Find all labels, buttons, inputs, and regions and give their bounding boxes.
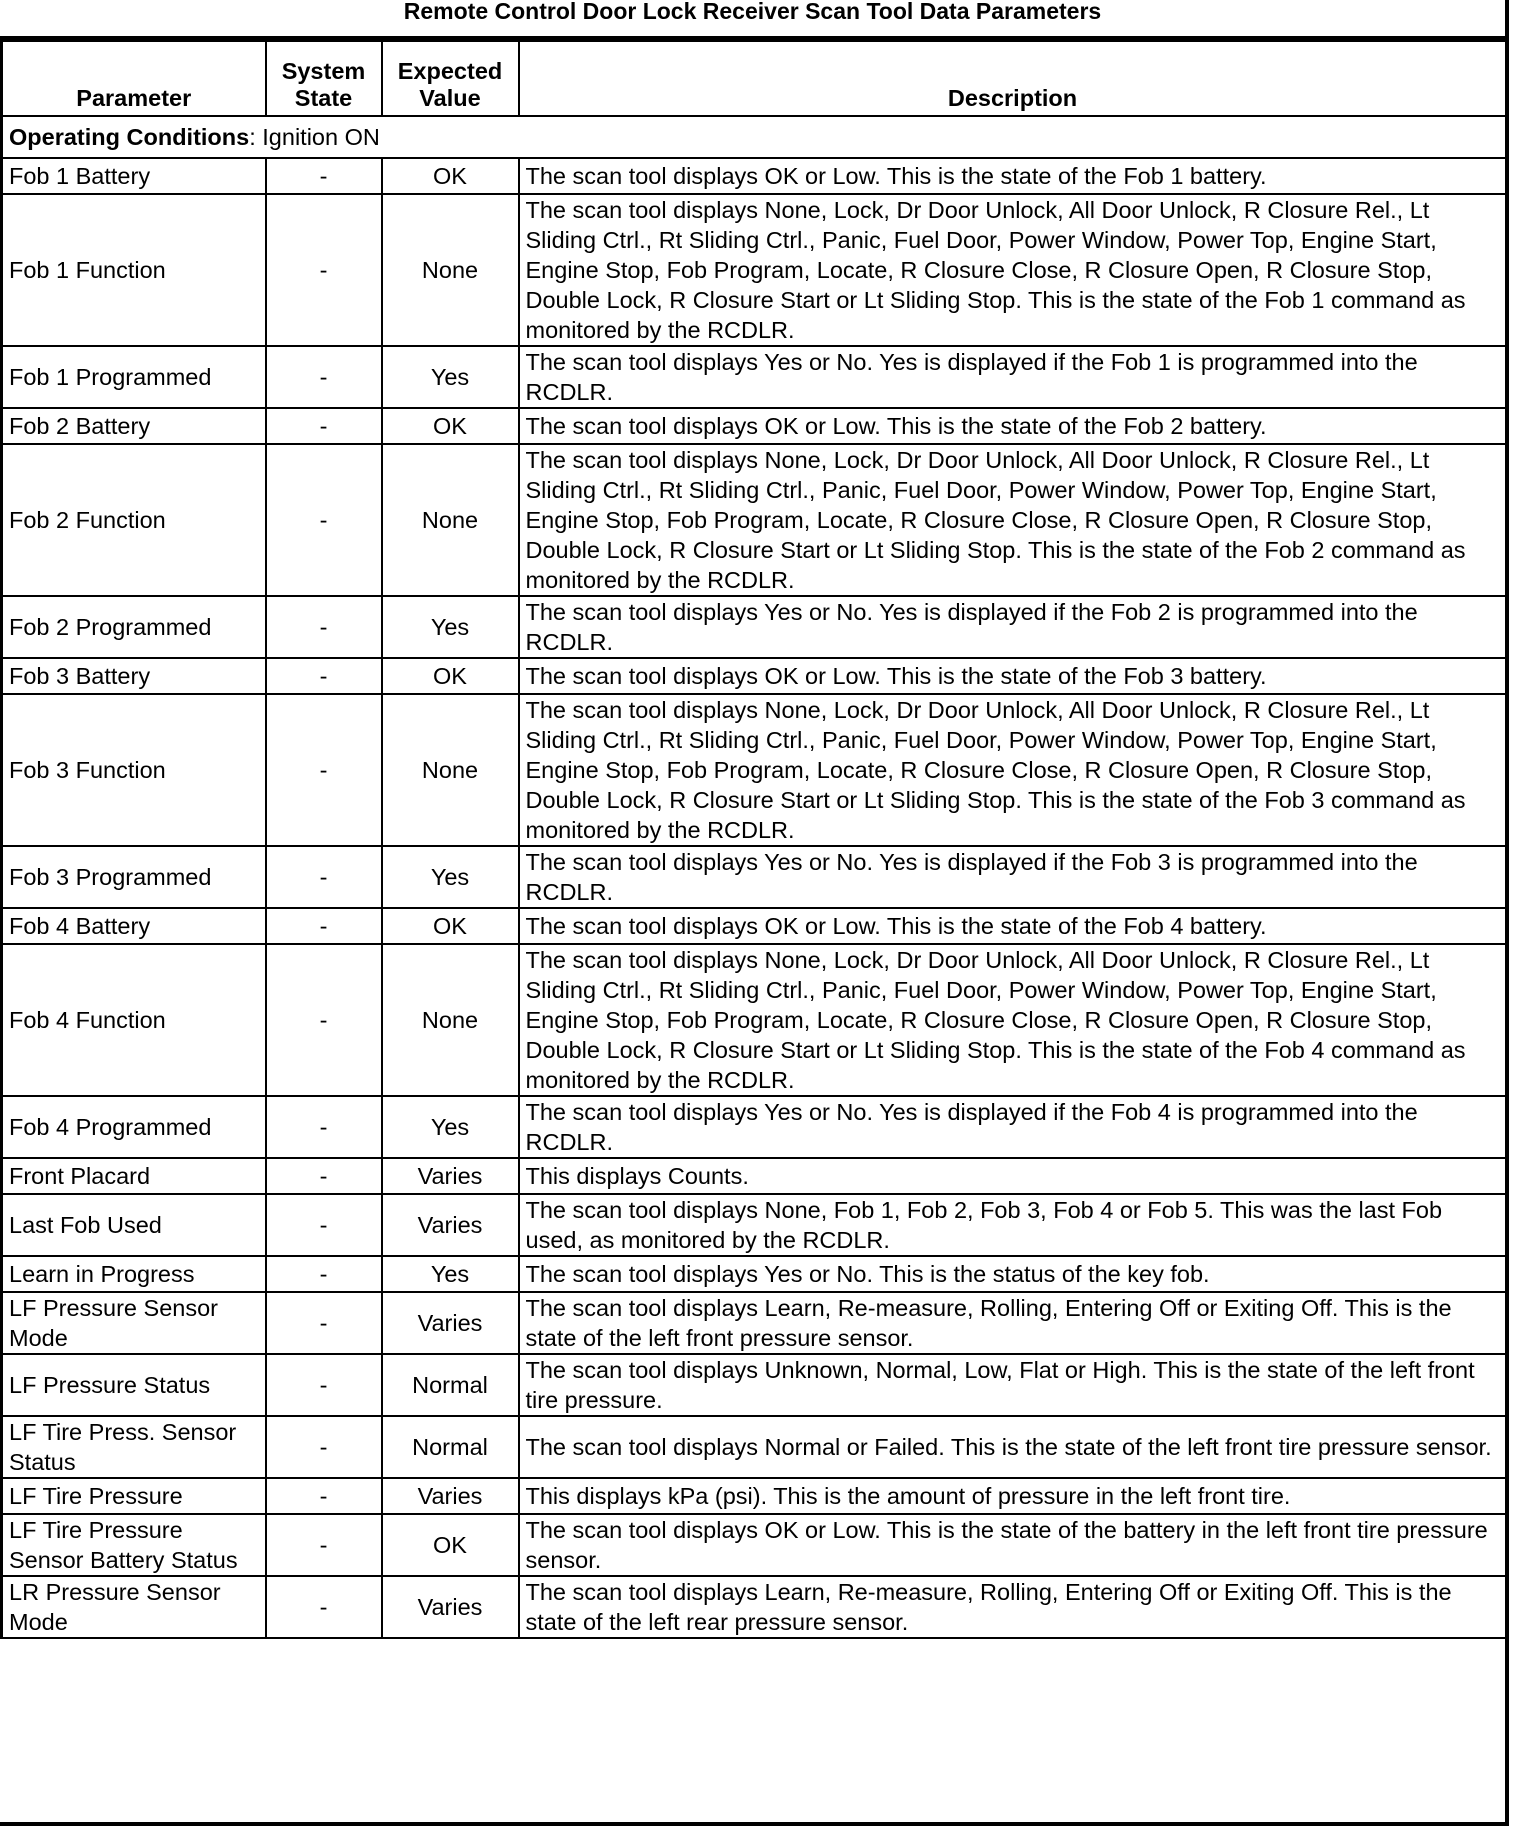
cell-parameter: LF Pressure Status — [2, 1354, 266, 1416]
cell-description: This displays Counts. — [519, 1158, 1507, 1194]
table-row — [2, 194, 1507, 346]
cell-parameter: Fob 2 Battery — [2, 408, 266, 444]
cell-expected-value: None — [382, 944, 519, 1096]
table-row — [2, 1576, 1507, 1638]
cell-system-state: - — [266, 1478, 382, 1514]
table-row — [2, 1194, 1507, 1256]
cell-system-state: - — [266, 908, 382, 944]
cell-description: The scan tool displays None, Lock, Dr Door Unlock, All Door Unlock, R Closure Rel., Lt Sliding Ctrl., Rt Sliding Ctrl., Panic, Fuel Door, Power Window, Power Top, Engine Start, Engine Stop, Fob Program, Locate, R Closure Close, R Closure Open, R Closure Stop, Double Lock, R Closure Start or Lt Sliding Stop. This is the state of the Fob 3 command as monitored by the RCDLR. — [519, 694, 1507, 846]
cell-description: The scan tool displays None, Lock, Dr Door Unlock, All Door Unlock, R Closure Rel., Lt Sliding Ctrl., Rt Sliding Ctrl., Panic, Fuel Door, Power Window, Power Top, Engine Start, Engine Stop, Fob Program, Locate, R Closure Close, R Closure Open, R Closure Stop, Double Lock, R Closure Start or Lt Sliding Stop. This is the state of the Fob 2 command as monitored by the RCDLR. — [519, 444, 1507, 596]
cell-parameter: Front Placard — [2, 1158, 266, 1194]
cell-parameter: Fob 3 Battery — [2, 658, 266, 694]
table-row — [2, 944, 1507, 1096]
header-description: Description — [519, 41, 1507, 116]
operating-conditions-value: : Ignition ON — [249, 124, 380, 150]
table-row — [2, 846, 1507, 908]
cell-system-state: - — [266, 1158, 382, 1194]
cell-parameter: Fob 3 Function — [2, 694, 266, 846]
cell-system-state: - — [266, 944, 382, 1096]
table-row — [2, 408, 1507, 444]
cell-parameter: LF Pressure Sensor Mode — [2, 1292, 266, 1354]
cell-system-state: - — [266, 1514, 382, 1576]
cell-description: The scan tool displays Normal or Failed. This is the state of the left front tire pressure sensor. — [519, 1416, 1507, 1478]
cell-description: The scan tool displays None, Lock, Dr Door Unlock, All Door Unlock, R Closure Rel., Lt Sliding Ctrl., Rt Sliding Ctrl., Panic, Fuel Door, Power Window, Power Top, Engine Start, Engine Stop, Fob Program, Locate, R Closure Close, R Closure Open, R Closure Stop, Double Lock, R Closure Start or Lt Sliding Stop. This is the state of the Fob 4 command as monitored by the RCDLR. — [519, 944, 1507, 1096]
table-row — [2, 444, 1507, 596]
cell-parameter: Last Fob Used — [2, 1194, 266, 1256]
cell-system-state: - — [266, 408, 382, 444]
cell-description: The scan tool displays OK or Low. This is the state of the Fob 1 battery. — [519, 158, 1507, 194]
cell-expected-value: OK — [382, 908, 519, 944]
cell-expected-value: Varies — [382, 1478, 519, 1514]
table-row — [2, 694, 1507, 846]
table-row — [2, 158, 1507, 194]
header-expected-value: Expected Value — [382, 41, 519, 116]
cell-description: The scan tool displays Learn, Re-measure, Rolling, Entering Off or Exiting Off. This is the state of the left front pressure sensor. — [519, 1292, 1507, 1354]
cell-parameter: LF Tire Press. Sensor Status — [2, 1416, 266, 1478]
table-row — [2, 1478, 1507, 1514]
table-row — [2, 908, 1507, 944]
cell-expected-value: Yes — [382, 846, 519, 908]
table-title — [0, 0, 1505, 40]
table-row — [2, 1416, 1507, 1478]
table-row — [2, 1292, 1507, 1354]
cell-expected-value: OK — [382, 658, 519, 694]
table-row — [2, 1256, 1507, 1292]
cell-description: The scan tool displays OK or Low. This is the state of the Fob 2 battery. — [519, 408, 1507, 444]
cell-expected-value: Yes — [382, 1256, 519, 1292]
cell-expected-value: Varies — [382, 1158, 519, 1194]
cell-description: The scan tool displays Learn, Re-measure, Rolling, Entering Off or Exiting Off. This is the state of the left rear pressure sensor. — [519, 1576, 1507, 1638]
cell-expected-value: Varies — [382, 1576, 519, 1638]
cell-parameter: Learn in Progress — [2, 1256, 266, 1292]
header-parameter: Parameter — [2, 41, 266, 116]
cell-parameter: Fob 4 Programmed — [2, 1096, 266, 1158]
cell-description: The scan tool displays Yes or No. This is the status of the key fob. — [519, 1256, 1507, 1292]
cell-system-state: - — [266, 1576, 382, 1638]
cell-expected-value: Yes — [382, 596, 519, 658]
cell-description: The scan tool displays OK or Low. This is the state of the Fob 4 battery. — [519, 908, 1507, 944]
operating-conditions-label: Operating Conditions — [9, 124, 250, 150]
table-row — [2, 658, 1507, 694]
cell-description: The scan tool displays Yes or No. Yes is displayed if the Fob 1 is programmed into the RCDLR. — [519, 346, 1507, 408]
cell-parameter: LR Pressure Sensor Mode — [2, 1576, 266, 1638]
cell-description: The scan tool displays Unknown, Normal, Low, Flat or High. This is the state of the left front tire pressure. — [519, 1354, 1507, 1416]
cell-description: The scan tool displays None, Lock, Dr Door Unlock, All Door Unlock, R Closure Rel., Lt Sliding Ctrl., Rt Sliding Ctrl., Panic, Fuel Door, Power Window, Power Top, Engine Start, Engine Stop, Fob Program, Locate, R Closure Close, R Closure Open, R Closure Stop, Double Lock, R Closure Start or Lt Sliding Stop. This is the state of the Fob 1 command as monitored by the RCDLR. — [519, 194, 1507, 346]
cell-expected-value: Yes — [382, 1096, 519, 1158]
cell-system-state: - — [266, 1256, 382, 1292]
cell-system-state: - — [266, 596, 382, 658]
table-row — [2, 596, 1507, 658]
cell-system-state: - — [266, 158, 382, 194]
cell-expected-value: OK — [382, 1514, 519, 1576]
cell-expected-value: None — [382, 444, 519, 596]
table-row — [2, 1158, 1507, 1194]
cell-parameter: Fob 4 Function — [2, 944, 266, 1096]
cell-description: The scan tool displays Yes or No. Yes is displayed if the Fob 2 is programmed into the RCDLR. — [519, 596, 1507, 658]
cell-system-state: - — [266, 1096, 382, 1158]
cell-description: This displays kPa (psi). This is the amount of pressure in the left front tire. — [519, 1478, 1507, 1514]
cell-parameter: Fob 3 Programmed — [2, 846, 266, 908]
cell-system-state: - — [266, 194, 382, 346]
cell-description: The scan tool displays OK or Low. This is the state of the Fob 3 battery. — [519, 658, 1507, 694]
cell-parameter: Fob 2 Programmed — [2, 596, 266, 658]
cell-expected-value: None — [382, 694, 519, 846]
cell-parameter: LF Tire Pressure Sensor Battery Status — [2, 1514, 266, 1576]
table-row — [2, 1096, 1507, 1158]
cell-expected-value: Varies — [382, 1292, 519, 1354]
cell-system-state: - — [266, 1354, 382, 1416]
table-row — [2, 1354, 1507, 1416]
table-title-text: Remote Control Door Lock Receiver Scan Tool Data Parameters — [403, 0, 1102, 24]
cell-expected-value: OK — [382, 158, 519, 194]
cell-parameter: LF Tire Pressure — [2, 1478, 266, 1514]
cell-parameter: Fob 2 Function — [2, 444, 266, 596]
cell-system-state: - — [266, 346, 382, 408]
cell-description: The scan tool displays Yes or No. Yes is displayed if the Fob 3 is programmed into the RCDLR. — [519, 846, 1507, 908]
cell-system-state: - — [266, 444, 382, 596]
header-system-state: System State — [266, 41, 382, 116]
cell-expected-value: OK — [382, 408, 519, 444]
cell-expected-value: Normal — [382, 1354, 519, 1416]
cell-parameter: Fob 1 Function — [2, 194, 266, 346]
table-row — [2, 1514, 1507, 1576]
cell-parameter: Fob 4 Battery — [2, 908, 266, 944]
cell-parameter: Fob 1 Battery — [2, 158, 266, 194]
cell-expected-value: Varies — [382, 1194, 519, 1256]
operating-conditions-row — [2, 116, 1507, 158]
cell-system-state: - — [266, 658, 382, 694]
scan-tool-data-table — [0, 40, 1508, 1639]
table-row — [2, 346, 1507, 408]
header-row — [2, 41, 1507, 116]
cell-expected-value: Normal — [382, 1416, 519, 1478]
cell-description: The scan tool displays Yes or No. Yes is displayed if the Fob 4 is programmed into the RCDLR. — [519, 1096, 1507, 1158]
cell-expected-value: None — [382, 194, 519, 346]
cell-system-state: - — [266, 1194, 382, 1256]
cell-description: The scan tool displays None, Fob 1, Fob 2, Fob 3, Fob 4 or Fob 5. This was the last Fob used, as monitored by the RCDLR. — [519, 1194, 1507, 1256]
cell-system-state: - — [266, 694, 382, 846]
cell-system-state: - — [266, 1292, 382, 1354]
cell-parameter: Fob 1 Programmed — [2, 346, 266, 408]
cell-system-state: - — [266, 846, 382, 908]
cell-system-state: - — [266, 1416, 382, 1478]
cell-description: The scan tool displays OK or Low. This is the state of the battery in the left front tire pressure sensor. — [519, 1514, 1507, 1576]
cell-expected-value: Yes — [382, 346, 519, 408]
operating-conditions — [2, 116, 1507, 158]
